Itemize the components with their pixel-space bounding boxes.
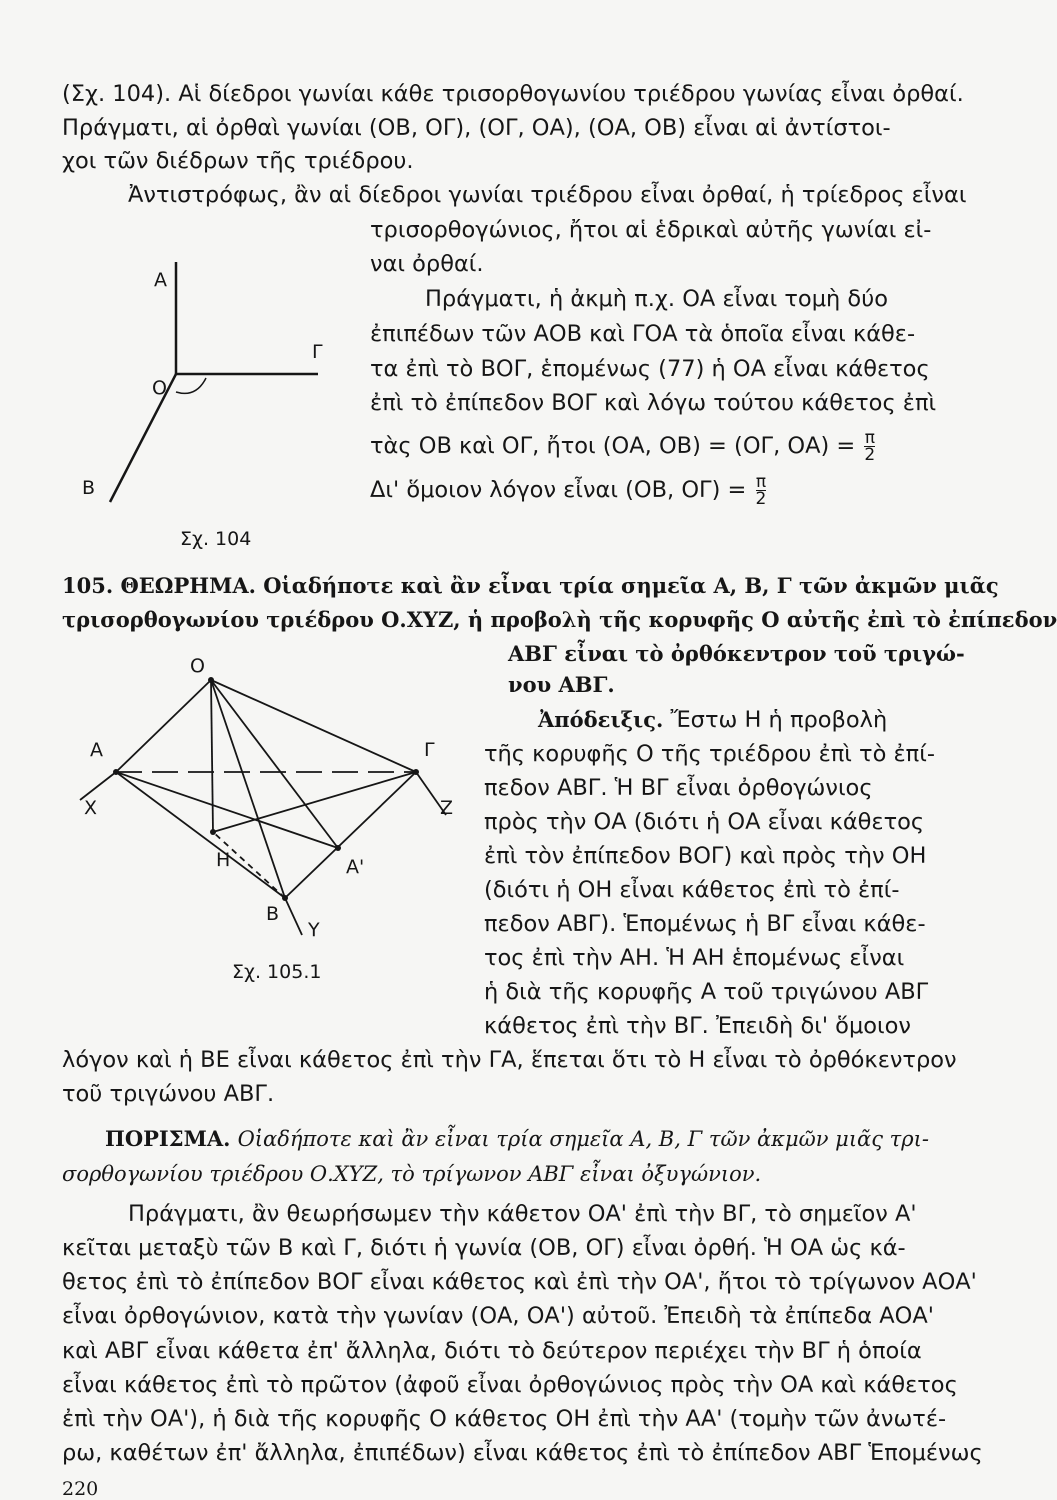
line-AAp [116,772,338,848]
label-O: Ο [190,655,205,677]
text-line: τρισορθογώνιος, ἤτοι αἱ ἑδρικαὶ αὐτῆς γωνίαι εἰ- [370,217,932,243]
fraction-numerator: π [864,428,875,448]
corollary-line [105,1125,929,1153]
text-line: ρω, καθέτων ἐπ' ἄλληλα, ἐπιπέδων) εἶναι κάθετος ἐπὶ τὸ ἐπίπεδον ΑΒΓ Ἑπομένως [62,1440,983,1466]
label-O: Ο [152,377,167,399]
fraction-denominator: 2 [755,489,767,509]
text-line: τῆς κορυφῆς Ο τῆς τριέδρου ἐπὶ τὸ ἐπί- [484,741,935,767]
text-line: Πράγματι, ἂν θεωρήσωμεν τὴν κάθετον ΟΑ' ἐπὶ τὴν ΒΓ, τὸ σημεῖον Α' [128,1201,917,1227]
edge-OA [116,680,211,772]
label-G: Γ [312,341,323,363]
text-line: ἐπὶ τὴν ΟΑ'), ἡ διὰ τῆς κορυφῆς Ο κάθετος ΟΗ ἐπὶ τὴν ΑΑ' (τομὴν τῶν ἀνωτέ- [62,1406,947,1432]
text-line: καὶ ΑΒΓ εἶναι κάθετα ἐπ' ἄλληλα, διότι τὸ δεύτερον περιέχει τὴν ΒΓ ἡ ὁποία [62,1338,922,1364]
label-Y: Υ [308,919,320,941]
label-A: Α [90,739,103,761]
page-number: 220 [62,1478,99,1500]
text-line: εἶναι ὀρθογώνιον, κατὰ τὴν γωνίαν (ΟΑ, ΟΑ') αὐτοῦ. Ἐπειδὴ τὰ ἐπίπεδα ΑΟΑ' [62,1303,934,1329]
proof-text: Ἔστω Η ἡ προβολὴ [670,707,888,733]
theorem-line: νου ΑΒΓ. [508,672,615,697]
text-line: Ἀντιστρόφως, ἂν αἱ δίεδροι γωνίαι τριέδρου εἶναι ὀρθαί, ἡ τρίεδρος εἶναι [128,182,967,208]
label-Z: Ζ [440,797,454,819]
side-AB [116,772,285,898]
text-line: τοῦ τριγώνου ΑΒΓ. [62,1081,275,1107]
label-H: Η [216,849,231,871]
label-X: Χ [84,797,98,819]
line-OH [211,680,213,832]
text-line: ἡ διὰ τῆς κορυφῆς Α τοῦ τριγώνου ΑΒΓ [484,979,929,1005]
label-G: Γ [424,739,435,761]
text-line: λόγον καὶ ἡ ΒΕ εἶναι κάθετος ἐπὶ τὴν ΓΑ, ἕπεται ὅτι τὸ Η εἶναι τὸ ὀρθόκεντρον [62,1047,957,1073]
label-B: Β [266,903,280,925]
text-line: κεῖται μεταξὺ τῶν Β καὶ Γ, διότι ἡ γωνία (ΟΒ, ΟΓ) εἶναι ὀρθή. Ἡ ΟΑ ὡς κά- [62,1235,906,1261]
proof-heading: Ἀπόδειξις. [538,707,664,732]
text-line: θετος ἐπὶ τὸ ἐπίπεδον ΒΟΓ εἶναι κάθετος καὶ ἐπὶ τὴν ΟΑ', ἤτοι τὸ τρίγωνον ΑΟΑ' [62,1269,977,1295]
line-OAp [211,680,338,848]
theorem-line: 105. ΘΕΩΡΗΜΑ. Οἱαδήποτε καὶ ἂν εἶναι τρία σημεῖα Α, Β, Γ τῶν ἀκμῶν μιᾶς [62,573,999,598]
text-line: χοι τῶν διέδρων τῆς τριέδρου. [62,148,414,174]
axis-Y [285,898,302,935]
text-line: (Σχ. 104). Αἱ δίεδροι γωνίαι κάθε τρισορθογωνίου τριέδρου γωνίας εἶναι ὀρθαί. [62,81,964,107]
label-A: Α [154,269,167,291]
text-line: ἐπὶ τὸν ἐπίπεδον ΒΟΓ) καὶ πρὸς τὴν ΟΗ [484,843,927,869]
text-line: τος ἐπὶ τὴν ΑΗ. Ἡ ΑΗ ἑπομένως εἶναι [484,945,905,971]
label-B: Β [82,477,96,499]
theorem-line: τρισορθογωνίου τριέδρου Ο.ΧΥΖ, ἡ προβολὴ τῆς κορυφῆς Ο αὐτῆς ἐπὶ τὸ ἐπίπεδον [62,607,1057,632]
text-line: ναι ὀρθαί. [370,251,484,277]
equation-text: Δι' ὅμοιον λόγον εἶναι (ΟΒ, ΟΓ) = [370,477,747,503]
text-line: (διότι ἡ ΟΗ εἶναι κάθετος ἐπὶ τὸ ἐπί- [484,877,900,903]
proof-line [538,706,887,734]
text-line: κάθετος ἐπὶ τὴν ΒΓ. Ἐπειδὴ δι' ὅμοιον [484,1013,911,1039]
text-line: ἐπιπέδων τῶν ΑΟΒ καὶ ΓΟΑ τὰ ὁποῖα εἶναι κάθε- [370,321,916,347]
axis-X [80,772,116,800]
corollary-line: σορθογωνίου τριέδρου Ο.ΧΥΖ, τὸ τρίγωνον ΑΒΓ εἶναι ὀξυγώνιον. [62,1162,762,1186]
fraction-numerator: π [755,472,767,492]
text-line: πεδον ΑΒΓ). Ἑπομένως ἡ ΒΓ εἶναι κάθε- [484,911,926,937]
edge-OG [211,680,416,772]
fraction-denominator: 2 [864,445,876,465]
corollary-text: Οἱαδήποτε καὶ ἂν εἶναι τρία σημεῖα Α, Β, Γ τῶν ἀκμῶν μιᾶς τρι- [237,1127,929,1151]
text-line: Πράγματι, αἱ ὀρθαὶ γωνίαι (ΟΒ, ΟΓ), (ΟΓ, ΟΑ), (ΟΑ, ΟΒ) εἶναι αἱ ἀντίστοι- [62,115,891,141]
corollary-heading: ΠΟΡΙΣΜΑ. [105,1126,231,1151]
equation-text: τὰς ΟΒ καὶ ΟΓ, ἤτοι (ΟΑ, ΟΒ) = (ΟΓ, ΟΑ) = [370,433,856,459]
text-line: πεδον ΑΒΓ. Ἡ ΒΓ εἶναι ὀρθογώνιος [484,775,873,801]
label-A-prime: Α' [346,856,365,878]
text-line: εἶναι κάθετος ἐπὶ τὸ πρῶτον (ἀφοῦ εἶναι ὀρθογώνιος πρὸς τὴν ΟΑ καὶ κάθετος [62,1372,958,1398]
text-line: πρὸς τὴν ΟΑ (διότι ἡ ΟΑ εἶναι κάθετος [484,809,925,835]
text-line: τα ἐπὶ τὸ ΒΟΓ, ἑπομένως (77) ἡ ΟΑ εἶναι κάθετος [370,356,930,382]
text-line: Πράγματι, ἡ ἀκμὴ π.χ. ΟΑ εἶναι τομὴ δύο [425,286,888,312]
text-line: ἐπὶ τὸ ἐπίπεδον ΒΟΓ καὶ λόγω τούτου κάθετος ἐπὶ [370,390,937,416]
figure-caption: Σχ. 104 [180,528,252,550]
figure-caption: Σχ. 105.1 [232,961,322,983]
theorem-line: ΑΒΓ εἶναι τὸ ὀρθόκεντρον τοῦ τριγώ- [508,641,965,666]
